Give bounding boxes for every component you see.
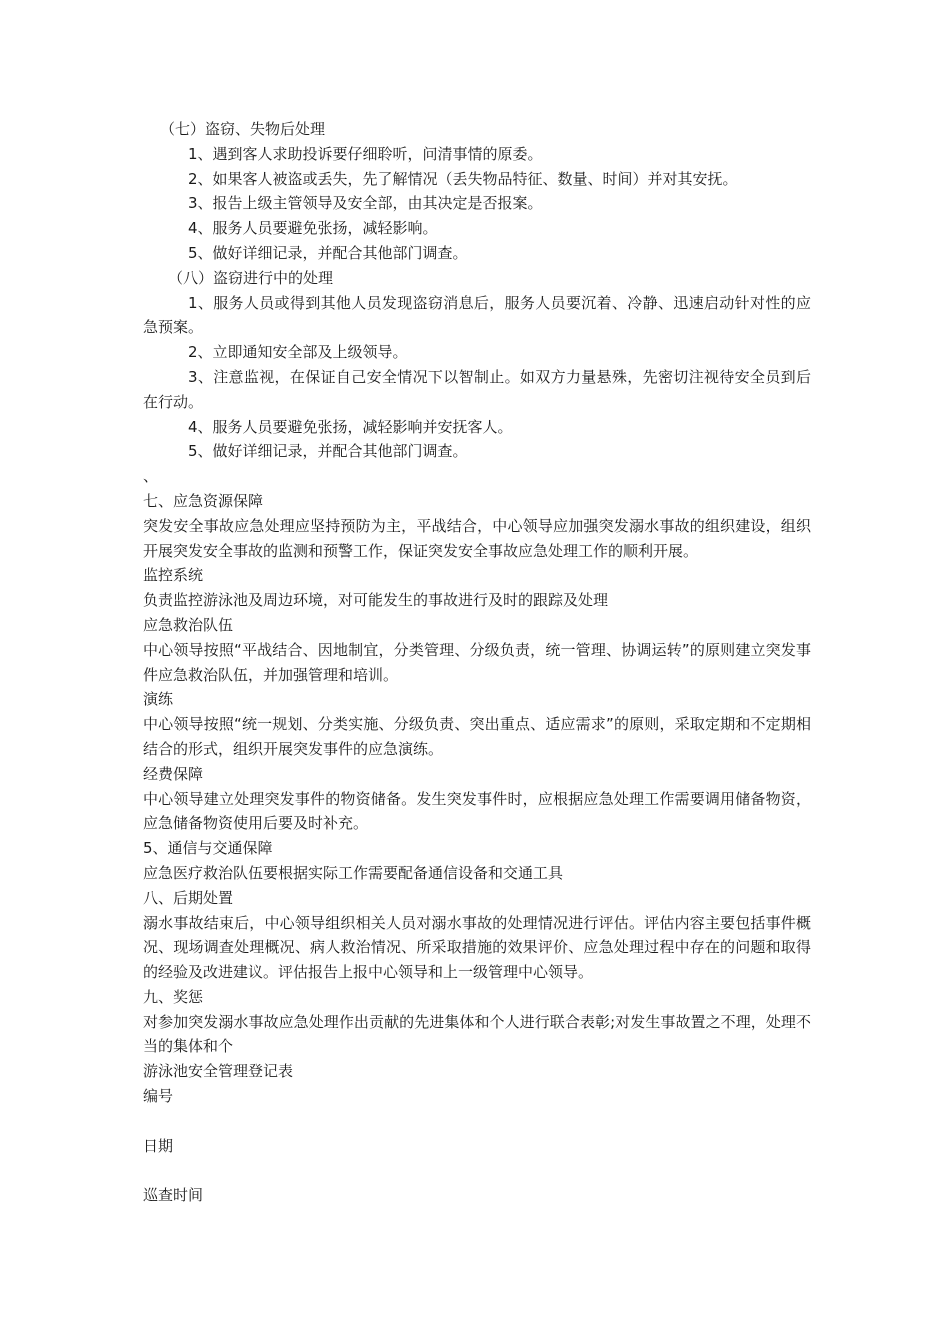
subheading-funding: 经费保障 — [143, 764, 204, 783]
subheading-drill: 演练 — [143, 690, 174, 709]
paragraph-drill: 中心领导按照“统一规划、分类实施、分级负责、突出重点、适应需求”的原则，采取定期和不定期相结合的形式，组织开展突发事件的应急演练。 — [143, 715, 811, 758]
list-item: 3、报告上级主管领导及安全部，由其决定是否报案。 — [188, 194, 543, 213]
paragraph-monitor: 负责监控游泳池及周边环境，对可能发生的事故进行及时的跟踪及处理 — [143, 591, 609, 610]
register-date-label: 日期 — [143, 1136, 174, 1155]
list-item: 3、注意监视，在保证自己安全情况下以智制止。如双方力量悬殊，先密切注视待安全员到后在行动。 — [143, 367, 811, 411]
paragraph-rewards: 对参加突发溺水事故应急处理作出贡献的先进集体和个人进行联合表彰;对发生事故置之不理，处理不当的集体和个 — [143, 1012, 811, 1056]
stray-punctuation: 、 — [143, 467, 159, 486]
list-item: 2、如果客人被盗或丢失，先了解情况（丢失物品特征、数量、时间）并对其安抚。 — [188, 169, 738, 188]
document-page — [143, 117, 811, 1208]
list-item: 4、服务人员要避免张扬，减轻影响。 — [188, 219, 438, 238]
list-item: 4、服务人员要避免张扬，减轻影响并安抚客人。 — [188, 417, 513, 436]
register-patrol-time-label: 巡查时间 — [143, 1186, 204, 1205]
subheading-monitor: 监控系统 — [143, 566, 204, 585]
blank-line — [143, 1109, 811, 1134]
paragraph-team: 中心领导按照“平战结合、因地制宜，分类管理、分级负责，统一管理、协调运转”的原则建立突发事件应急救治队伍，并加强管理和培训。 — [143, 640, 811, 684]
list-item: 5、做好详细记录，并配合其他部门调查。 — [188, 442, 468, 461]
paragraph-aftermath: 溺水事故结束后，中心领导组织相关人员对溺水事故的处理情况进行评估。评估内容主要包括事件概况、现场调查处理概况、病人救治情况、所采取措施的效果评价、应急处理过程中存在的问题和取得的经验及改进建议。评估报告上报中心领导和上一级管理中心领导。 — [143, 913, 811, 982]
paragraph-funding: 中心领导建立处理突发事件的物资储备。发生突发事件时，应根据应急处理工作需要调用储备物资，应急储备物资使用后要及时补充。 — [143, 789, 811, 833]
paragraph-resources-intro: 突发安全事故应急处理应坚持预防为主，平战结合，中心领导应加强突发溺水事故的组织建设，组织开展突发安全事故的监测和预警工作，保证突发安全事故应急处理工作的顺利开展。 — [143, 516, 811, 560]
section-heading-theft-during: （八）盗窃进行中的处理 — [168, 268, 334, 287]
section-heading-rewards: 九、奖惩 — [143, 987, 204, 1006]
paragraph-communication: 应急医疗救治队伍要根据实际工作需要配备通信设备和交通工具 — [143, 863, 564, 882]
register-title: 游泳池安全管理登记表 — [143, 1062, 294, 1081]
section-heading-theft-after: （七）盗窃、失物后处理 — [160, 120, 326, 138]
list-item: 5、做好详细记录，并配合其他部门调查。 — [188, 243, 468, 262]
list-item: 1、遇到客人求助投诉要仔细聆听，问清事情的原委。 — [188, 144, 543, 163]
list-item: 2、立即通知安全部及上级领导。 — [188, 343, 408, 362]
list-item: 1、服务人员或得到其他人员发现盗窃消息后，服务人员要沉着、冷静、迅速启动针对性的应急预案。 — [143, 293, 811, 337]
blank-line — [143, 1158, 811, 1183]
subheading-communication: 5、通信与交通保障 — [143, 839, 273, 858]
section-heading-aftermath: 八、后期处置 — [143, 888, 234, 907]
section-heading-resources: 七、应急资源保障 — [143, 491, 264, 510]
subheading-team: 应急救治队伍 — [143, 615, 234, 634]
register-number-label: 编号 — [143, 1087, 174, 1106]
